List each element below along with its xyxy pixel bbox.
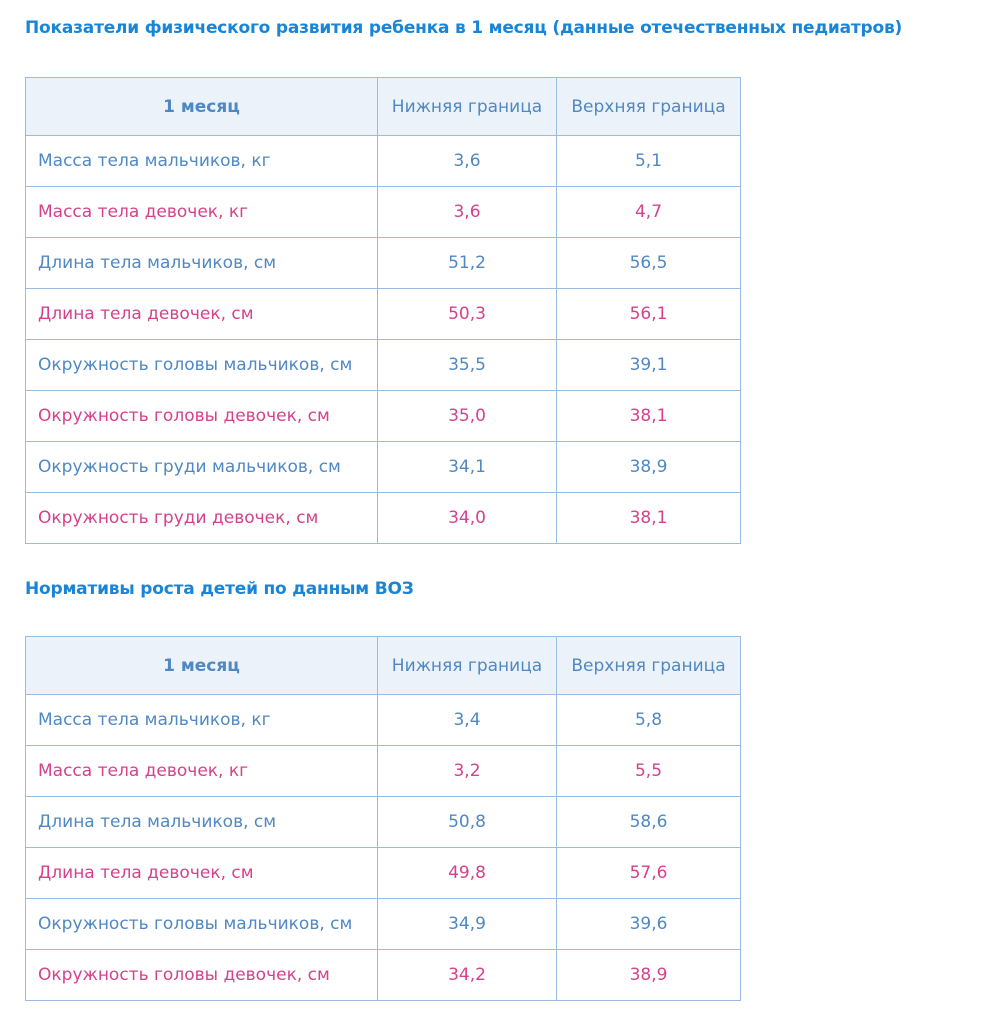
- upper-bound-value: 39,6: [557, 899, 741, 950]
- row-label: Масса тела девочек, кг: [26, 187, 378, 238]
- lower-bound-value: 34,2: [378, 950, 557, 1001]
- lower-bound-value: 3,4: [378, 695, 557, 746]
- upper-bound-value: 38,1: [557, 391, 741, 442]
- lower-bound-value: 3,6: [378, 187, 557, 238]
- column-header-lower-bound: Нижняя граница: [378, 637, 557, 695]
- row-label: Окружность головы мальчиков, см: [26, 899, 378, 950]
- row-label: Длина тела мальчиков, см: [26, 797, 378, 848]
- table-row: [26, 950, 741, 1001]
- column-header-period: 1 месяц: [26, 78, 378, 136]
- row-label: Масса тела мальчиков, кг: [26, 136, 378, 187]
- row-label: Окружность головы девочек, см: [26, 950, 378, 1001]
- upper-bound-value: 38,9: [557, 442, 741, 493]
- lower-bound-value: 34,0: [378, 493, 557, 544]
- development-table-domestic: [25, 77, 741, 544]
- table-row: [26, 289, 741, 340]
- upper-bound-value: 5,1: [557, 136, 741, 187]
- upper-bound-value: 38,1: [557, 493, 741, 544]
- column-header-lower-bound: Нижняя граница: [378, 78, 557, 136]
- row-label: Длина тела девочек, см: [26, 848, 378, 899]
- table-header-row: [26, 78, 741, 136]
- table-row: [26, 899, 741, 950]
- row-label: Окружность головы мальчиков, см: [26, 340, 378, 391]
- row-label: Окружность головы девочек, см: [26, 391, 378, 442]
- lower-bound-value: 34,9: [378, 899, 557, 950]
- table-row: [26, 391, 741, 442]
- upper-bound-value: 56,5: [557, 238, 741, 289]
- lower-bound-value: 49,8: [378, 848, 557, 899]
- row-label: Окружность груди девочек, см: [26, 493, 378, 544]
- table-row: [26, 442, 741, 493]
- upper-bound-value: 39,1: [557, 340, 741, 391]
- table-row: [26, 187, 741, 238]
- lower-bound-value: 35,0: [378, 391, 557, 442]
- lower-bound-value: 3,2: [378, 746, 557, 797]
- table-row: [26, 848, 741, 899]
- growth-norms-table-who: [25, 636, 741, 1001]
- upper-bound-value: 5,8: [557, 695, 741, 746]
- lower-bound-value: 51,2: [378, 238, 557, 289]
- column-header-upper-bound: Верхняя граница: [557, 637, 741, 695]
- table-header-row: [26, 637, 741, 695]
- table-row: [26, 340, 741, 391]
- table-row: [26, 746, 741, 797]
- lower-bound-value: 34,1: [378, 442, 557, 493]
- table-row: [26, 238, 741, 289]
- row-label: Масса тела мальчиков, кг: [26, 695, 378, 746]
- row-label: Длина тела девочек, см: [26, 289, 378, 340]
- upper-bound-value: 5,5: [557, 746, 741, 797]
- column-header-upper-bound: Верхняя граница: [557, 78, 741, 136]
- section-title-who: Нормативы роста детей по данным ВОЗ: [25, 579, 414, 599]
- table-row: [26, 136, 741, 187]
- row-label: Длина тела мальчиков, см: [26, 238, 378, 289]
- table-row: [26, 493, 741, 544]
- column-header-period: 1 месяц: [26, 637, 378, 695]
- lower-bound-value: 50,3: [378, 289, 557, 340]
- upper-bound-value: 58,6: [557, 797, 741, 848]
- lower-bound-value: 3,6: [378, 136, 557, 187]
- row-label: Окружность груди мальчиков, см: [26, 442, 378, 493]
- lower-bound-value: 35,5: [378, 340, 557, 391]
- row-label: Масса тела девочек, кг: [26, 746, 378, 797]
- upper-bound-value: 56,1: [557, 289, 741, 340]
- upper-bound-value: 57,6: [557, 848, 741, 899]
- upper-bound-value: 38,9: [557, 950, 741, 1001]
- lower-bound-value: 50,8: [378, 797, 557, 848]
- section-title-domestic: Показатели физического развития ребенка в 1 месяц (данные отечественных педиатров): [25, 18, 903, 38]
- table-row: [26, 695, 741, 746]
- table-row: [26, 797, 741, 848]
- upper-bound-value: 4,7: [557, 187, 741, 238]
